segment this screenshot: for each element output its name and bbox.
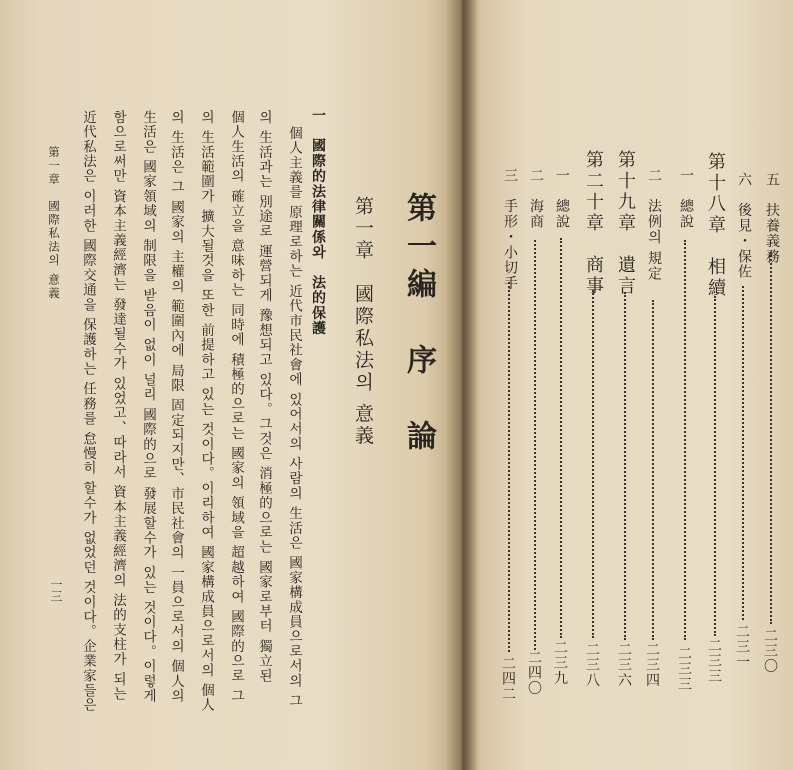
chapter-title: 第一章 國際私法의 意義	[352, 196, 374, 448]
section-title: 一 國際的法律關係와 法的保護	[310, 108, 326, 336]
body-line: 個人生活의 確立을 意味하는 同時에 積極的으로는 國家의 領域을 超越하여 國際的으로 그	[228, 110, 244, 704]
toc-leader	[592, 290, 594, 638]
toc-leader	[624, 292, 626, 640]
toc-page: 二四〇	[526, 650, 542, 697]
toc-leader	[534, 240, 536, 650]
right-page	[462, 0, 793, 770]
toc-page: 二三〇	[762, 628, 778, 675]
book-gutter	[446, 0, 478, 770]
body-line: 生活은 國家領域의 制限을 받음이 없이 널리 國際的으로 發展할수가 있는 것이다。이렇게	[140, 110, 156, 704]
toc-page: 二三八	[584, 642, 600, 689]
body-line: 近代私法은 이러한 國際交通을 保護하는 任務를 怠慢히 할수가 없었던 것이다。企業家들은	[80, 110, 96, 713]
toc-entry: 二 法例의 規定	[646, 168, 662, 282]
toc-page: 二三四	[644, 642, 660, 689]
toc-leader	[508, 282, 510, 652]
page-number: 一三	[49, 578, 63, 602]
toc-entry: 五 扶養義務	[764, 172, 780, 265]
toc-page: 二四二	[500, 656, 516, 703]
toc-entry: 六 後見・保佐	[736, 172, 752, 280]
toc-leader	[742, 286, 744, 620]
toc-entry: 三 手形・小切手	[502, 168, 518, 292]
toc-leader	[652, 300, 654, 640]
part-title: 第一編 序 論	[401, 192, 436, 458]
toc-chapter: 第十八章 相續	[705, 152, 726, 299]
toc-entry: 二 海商	[528, 168, 544, 230]
toc-page: 二三一	[734, 624, 750, 671]
toc-page: 二三三	[676, 646, 692, 693]
body-line: 個人主義를 原理로하는 近代市民社會에 있어서의 사람의 生活은 國家構成員으로서의 그	[286, 126, 302, 709]
toc-leader	[684, 240, 686, 640]
toc-entry: 一 總說	[678, 168, 694, 230]
toc-page: 二三六	[616, 642, 632, 689]
toc-leader	[714, 296, 716, 636]
body-line: 의 生活範圍가 擴大될것을 또한 前提하고 있는 것이다。이리하여 國家構成員으로서의 個人	[198, 110, 214, 713]
toc-leader	[560, 238, 562, 638]
body-line: 의 生活과는 別途로 運營되게 豫想되고 있다。그것은 消極的으로는 國家로부터 獨立된	[256, 110, 272, 684]
running-head: 第一章 國際私法의 意義	[47, 146, 61, 301]
body-line: 의 生活은 그 國家의 主權의 範圍內에 局限 固定되지만、市民社會의 一員으로서의 個人의	[168, 110, 184, 704]
toc-entry: 一 總說	[554, 168, 570, 230]
toc-page: 二三九	[552, 640, 568, 687]
body-line: 함으로써만 資本主義經濟는 發達될수가 있었고、따라서 資本主義經濟의 法的支柱가 되는	[110, 110, 126, 702]
toc-leader	[770, 252, 772, 624]
toc-page: 二三三	[706, 638, 722, 685]
toc-chapter: 第二十章 商事	[583, 150, 604, 297]
toc-chapter: 第十九章 遺言	[615, 150, 636, 297]
